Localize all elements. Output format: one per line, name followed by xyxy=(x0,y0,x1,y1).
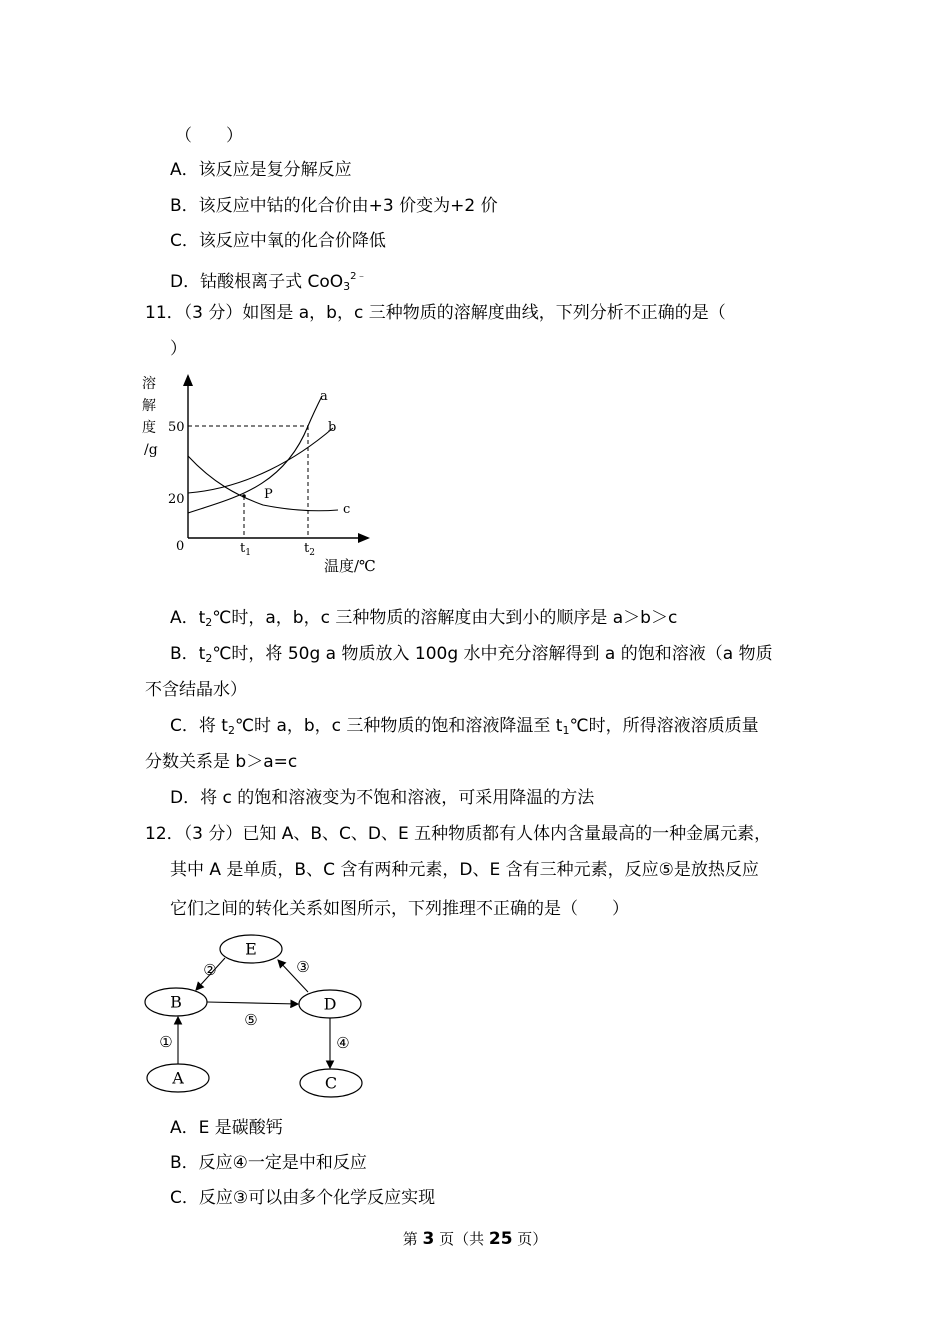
y-axis-label-3: 度 xyxy=(142,420,156,436)
q12-option-b: B．反应④一定是中和反应 xyxy=(170,1153,367,1173)
node-a-label: A xyxy=(172,1068,184,1088)
q11-option-d: D．将 c 的饱和溶液变为不饱和溶液，可采用降温的方法 xyxy=(170,788,595,808)
curve-b xyxy=(188,428,333,493)
q11-option-c: C．将 $t_2℃$时 a，b，c 三种物质的饱和溶液降温至 $t_1℃$时，所得溶液溶质质量 xyxy=(170,716,759,737)
curve-label-b: b xyxy=(328,420,337,435)
q10-option-a: A．该反应是复分解反应 xyxy=(170,160,352,180)
q11-stem-line1: 11．（3 分）如图是 a，b，c 三种物质的溶解度曲线，下列分析不正确的是（ xyxy=(145,303,726,323)
conversion-diagram xyxy=(138,930,378,1100)
q11-stem-line2: ） xyxy=(170,339,187,359)
node-e-label: E xyxy=(245,939,257,959)
y-tick-20: 20 xyxy=(168,492,185,507)
origin-label: 0 xyxy=(176,539,185,554)
point-label-p: P xyxy=(264,487,273,502)
arrow-b-to-d xyxy=(207,1002,298,1004)
curve-c xyxy=(188,456,338,511)
q12-stem-line2: 其中 A 是单质，B、C 含有两种元素，D、E 含有三种元素，反应⑤是放热反应 xyxy=(170,860,759,880)
q11-option-b-continued: 不含结晶水） xyxy=(145,680,247,700)
y-axis-label-2: 解 xyxy=(142,398,156,414)
x-tick-t1: $t_1$ xyxy=(240,541,251,558)
x-tick-t2: $t_2$ xyxy=(304,541,315,558)
q12-stem-line3: 它们之间的转化关系如图所示，下列推理不正确的是（ ） xyxy=(170,899,629,919)
node-b-label: B xyxy=(170,992,182,1012)
reaction-label-5: ⑤ xyxy=(244,1011,258,1029)
curve-label-c: c xyxy=(343,502,351,517)
reaction-label-2: ② xyxy=(203,961,217,979)
q12-stem-line1: 12．（3 分）已知 A、B、C、D、E 五种物质都有人体内含量最高的一种金属元素， xyxy=(145,824,772,844)
q10-option-c: C．该反应中氧的化合价降低 xyxy=(170,231,386,251)
q11-option-b: B．$t_2℃$时，将 50g a 物质放入 100g 水中充分溶解得到 a 的饱和溶液（a 物质 xyxy=(170,644,773,665)
y-axis-label-1: 溶 xyxy=(142,376,156,392)
curve-label-a: a xyxy=(320,389,328,404)
x-axis-arrow xyxy=(358,533,370,543)
y-axis-label-4: /g xyxy=(144,442,158,458)
y-tick-50: 50 xyxy=(168,420,185,435)
q12-option-c: C．反应③可以由多个化学反应实现 xyxy=(170,1188,436,1208)
node-c-label: C xyxy=(324,1073,338,1093)
page-footer: 第 3 页（共 25 页） xyxy=(402,1229,548,1249)
node-d-label: D xyxy=(323,994,337,1014)
q11-option-a: A．$t_2℃$时，a，b，c 三种物质的溶解度由大到小的顺序是 a＞b＞c xyxy=(170,608,678,629)
q10-paren: （ ） xyxy=(175,126,243,146)
reaction-label-1: ① xyxy=(159,1033,173,1051)
reaction-label-4: ④ xyxy=(336,1034,350,1052)
curve-a xyxy=(188,396,322,513)
q11-option-c-continued: 分数关系是 b＞a=c xyxy=(145,752,298,772)
point-p-marker xyxy=(242,494,246,498)
q12-option-a: A．E 是碳酸钙 xyxy=(170,1118,283,1138)
x-axis-label: 温度/℃ xyxy=(324,557,376,575)
y-axis-arrow xyxy=(183,374,193,386)
solubility-chart xyxy=(138,368,388,580)
reaction-label-3: ③ xyxy=(296,958,310,976)
q10-option-b: B．该反应中钴的化合价由+3 价变为+2 价 xyxy=(170,196,498,216)
q10-option-d: D．钴酸根离子式 CoO$_3^{2﹣}$ xyxy=(170,271,367,293)
